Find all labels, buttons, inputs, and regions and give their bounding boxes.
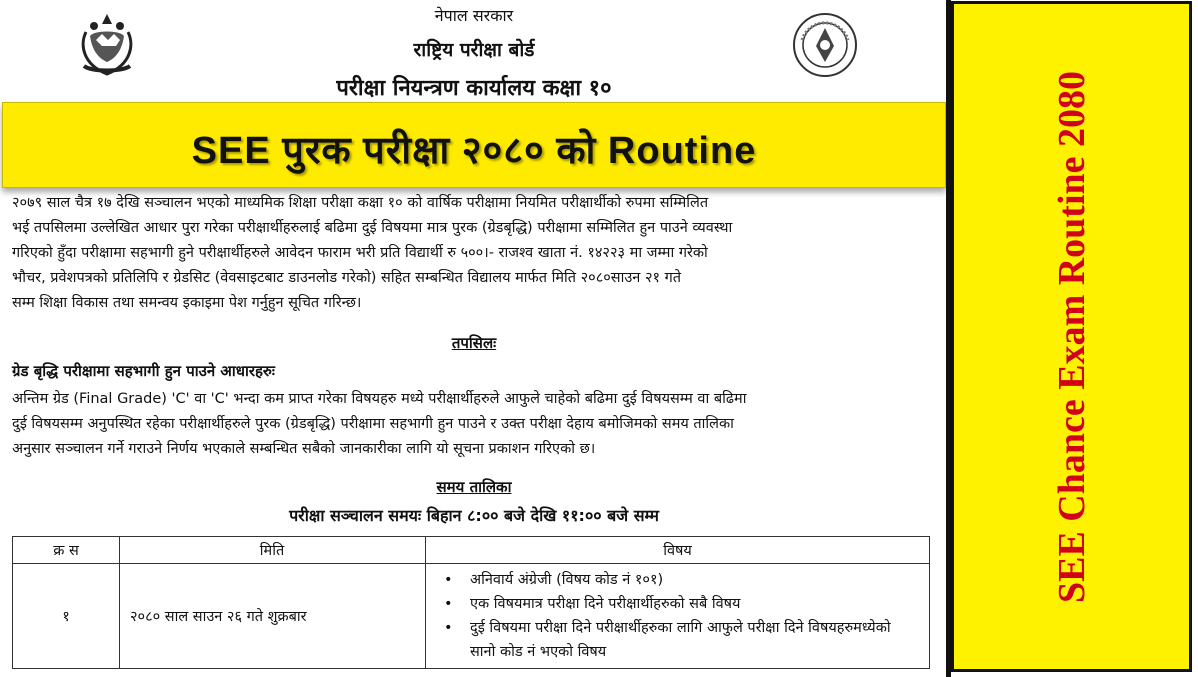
intro-line: भौचर, प्रवेशपत्रको प्रतिलिपि र ग्रेडसिट (वेवसाइटबाट डाउनलोड गरेको) सहित सम्बन्धित विद्यालय मार्फत मिति २०८०साउन २१ गते (12, 270, 682, 286)
schedule-table (12, 536, 930, 669)
intro-paragraph (12, 191, 928, 316)
list-item: • एक विषयमात्र परीक्षा दिने परीक्षार्थीहरुको सबै विषय (436, 592, 919, 616)
intro-line: २०७९ साल चैत्र १७ देखि सञ्चालन भएको माध्यमिक शिक्षा परीक्षा कक्षा १० को वार्षिक परीक्षामा नियमित परीक्षार्थीको रुपमा सम्मिलित (12, 195, 709, 211)
intro-line: सम्म शिक्षा विकास तथा समन्वय इकाइमा पेश गर्नुहुन सूचित गरिन्छ। (12, 295, 362, 311)
cell-date: २०८० साल साउन २६ गते शुक्रबार (120, 564, 426, 669)
cell-sn: १ (13, 564, 120, 669)
list-item: • दुई विषयमा परीक्षा दिने परीक्षार्थीहरुका लागि आफुले परीक्षा दिने विषयहरुमध्येको सानो कोड नं भएको विषय (436, 616, 919, 664)
tapasil-heading: तपसिलः (451, 334, 497, 352)
header-exam-board: राष्ट्रिय परीक्षा बोर्ड (413, 39, 535, 61)
side-title-wrap (954, 4, 1189, 669)
table-row (13, 564, 930, 669)
intro-line: भई तपसिलमा उल्लेखित आधार पुरा गरेका परीक्षार्थीहरुलाई बढिमा दुई विषयमा मात्र पुरक (ग्रेडबृद्धि) परीक्षामा सम्मिलित हुन पाउने व्यवस्था (12, 220, 733, 236)
column-header-date: मिति (120, 537, 426, 564)
subject-list (436, 568, 919, 664)
table-header-row (13, 537, 930, 564)
header-government: नेपाल सरकार (434, 6, 514, 25)
title-banner (2, 102, 946, 188)
grade-paragraph (12, 387, 928, 462)
column-header-sn: क्र स (13, 537, 120, 564)
header-exam-office: परीक्षा नियन्त्रण कार्यालय कक्षा १० (336, 76, 612, 101)
banner-title: SEE पुरक परीक्षा २०८० को Routine (191, 130, 757, 172)
side-panel (951, 1, 1192, 672)
exam-time: परीक्षा सञ्चालन समयः बिहान ८:०० बजे देखि ११:०० बजे सम्म (289, 506, 659, 525)
grade-line: दुई विषयसम्म अनुपस्थित रहेका परीक्षार्थीहरुले पुरक (ग्रेडबृद्धि) परीक्षामा सहभागी हुन पाउने र उक्त परीक्षा देहाय बमोजिमको समय तालिका (12, 416, 734, 432)
list-item: • अनिवार्य अंग्रेजी (विषय कोड नं १०१) (436, 568, 919, 592)
grade-line: अनुसार सञ्चालन गर्ने गराउने निर्णय भएकाले सम्बन्धित सबैको जानकारीका लागि यो सूचना प्रकाशन गरिएको छ। (12, 441, 596, 457)
side-panel-title: SEE Chance Exam Routine 2080 (1050, 70, 1093, 603)
column-header-subject: विषय (426, 537, 930, 564)
grade-heading: ग्रेड बृद्धि परीक्षामा सहभागी हुन पाउने आधारहरुः (12, 362, 275, 380)
intro-line: गरिएको हुँदा परीक्षामा सहभागी हुने परीक्षार्थीहरुले आवेदन फाराम भरी प्रति विद्यार्थी रु ५००।- राजश्व खाता नं. १४२२३ मा जम्मा गरेको (12, 245, 708, 261)
cell-subjects (426, 564, 930, 669)
schedule-heading: समय तालिका (436, 478, 512, 496)
grade-line: अन्तिम ग्रेड (Final Grade) 'C' वा 'C' भन्दा कम प्राप्त गरेका विषयहरु मध्ये परीक्षार्थीहरुले आफुले चाहेको बढिमा दुई विषयसम्म वा बढिमा (12, 391, 747, 407)
